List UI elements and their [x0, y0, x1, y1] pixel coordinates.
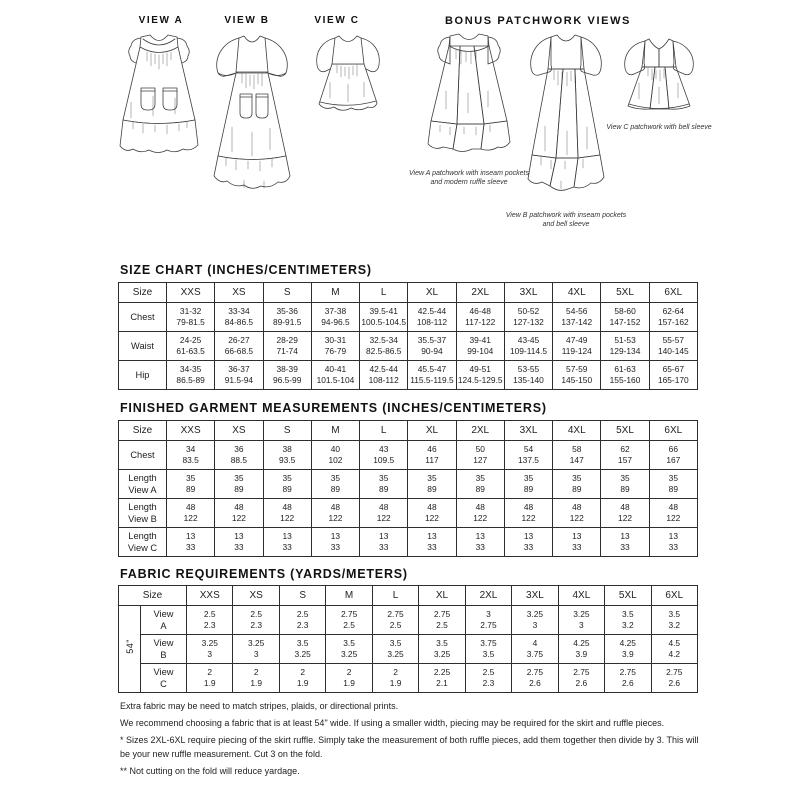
- column-header: S: [263, 421, 311, 441]
- patchwork-view-a-illustration: [424, 31, 514, 161]
- column-header: 6XL: [649, 283, 697, 303]
- measurement-cell: 13 33: [553, 528, 601, 557]
- measurement-cell: 46 117: [408, 441, 456, 470]
- measurement-cell: 55-57 140-145: [649, 332, 697, 361]
- measurement-cell: 13 33: [601, 528, 649, 557]
- column-header: 4XL: [558, 586, 604, 606]
- measurement-cell: 31-32 79-81.5: [167, 303, 215, 332]
- measurement-cell: 3.25 3: [512, 606, 558, 635]
- measurement-cell: 2.75 2.6: [651, 664, 697, 693]
- column-header: 5XL: [601, 421, 649, 441]
- view-c-label: VIEW C: [314, 15, 360, 26]
- bodice: [236, 36, 268, 72]
- measurement-cell: 13 33: [167, 528, 215, 557]
- row-label: Hip: [119, 361, 167, 390]
- measurement-cell: 2 1.9: [233, 664, 279, 693]
- column-header: 4XL: [553, 421, 601, 441]
- hem-ruffle-segment: [481, 121, 510, 150]
- row-label: Length View B: [119, 499, 167, 528]
- measurement-cell: 37-38 94-96.5: [311, 303, 359, 332]
- measurement-cell: 33-34 84-86.5: [215, 303, 263, 332]
- column-header: XL: [419, 586, 465, 606]
- measurement-cell: 3.5 3.25: [326, 635, 372, 664]
- row-label: View A: [141, 606, 187, 635]
- finished-garment-title: FINISHED GARMENT MEASUREMENTS (INCHES/CENTIMETERS): [120, 401, 547, 415]
- column-header: 3XL: [504, 421, 552, 441]
- measurement-cell: 3.5 3.2: [651, 606, 697, 635]
- row-label: View B: [141, 635, 187, 664]
- hem-ruffle-segment: [453, 124, 484, 152]
- column-header: XXS: [167, 421, 215, 441]
- column-header: 4XL: [553, 283, 601, 303]
- column-header: 2XL: [465, 586, 511, 606]
- measurement-cell: 35 89: [263, 470, 311, 499]
- measurement-cell: 3.5 3.25: [372, 635, 418, 664]
- puff-sleeve: [265, 38, 287, 76]
- neckband: [140, 35, 178, 53]
- column-header: L: [360, 283, 408, 303]
- column-header: XXS: [167, 283, 215, 303]
- skirt-panel: [665, 67, 690, 109]
- column-header: XXS: [187, 586, 233, 606]
- measurement-cell: 3.5 3.25: [279, 635, 325, 664]
- row-label: Length View A: [119, 470, 167, 499]
- note-ruffle-piecing: * Sizes 2XL-6XL require piecing of the skirt ruffle. Simply take the measurement of both ruffle pieces, add them together then divide by 3. This will be your new ruffle measurement. Cut 3 on the fold.: [120, 735, 699, 759]
- measurement-cell: 57-59 145-150: [553, 361, 601, 390]
- column-header: L: [372, 586, 418, 606]
- measurement-cell: 2.75 2.5: [419, 606, 465, 635]
- measurement-cell: 2 1.9: [187, 664, 233, 693]
- measurement-cell: 35 89: [167, 470, 215, 499]
- measurement-cell: 48 122: [408, 499, 456, 528]
- row-label: Waist: [119, 332, 167, 361]
- view-b-illustration: [206, 32, 298, 194]
- pocket: [240, 94, 252, 118]
- measurement-cell: 38 93.5: [263, 441, 311, 470]
- measurement-cell: 48 122: [649, 499, 697, 528]
- column-header: M: [326, 586, 372, 606]
- measurement-cell: 62 157: [601, 441, 649, 470]
- measurement-cell: 2 1.9: [279, 664, 325, 693]
- fabric-requirements-table: [118, 585, 698, 693]
- fabric-requirements-title: FABRIC REQUIREMENTS (YARDS/METERS): [120, 567, 408, 581]
- view-b-label: VIEW B: [224, 15, 270, 26]
- finished-garment-table: [118, 420, 698, 557]
- size-chart-table: [118, 282, 698, 390]
- skirt-panel: [650, 67, 669, 109]
- measurement-cell: 35 89: [408, 470, 456, 499]
- measurement-cell: 45.5-47 115.5-119.5: [408, 361, 456, 390]
- column-header: M: [311, 283, 359, 303]
- measurement-cell: 58 147: [553, 441, 601, 470]
- measurement-cell: 2.5 2.3: [187, 606, 233, 635]
- measurement-cell: 50 127: [456, 441, 504, 470]
- measurement-cell: 48 122: [311, 499, 359, 528]
- hem-ruffle-segment: [574, 155, 604, 188]
- patchwork-a-caption: View A patchwork with inseam pockets and modern ruffle sleeve: [409, 170, 529, 186]
- size-chart-title: SIZE CHART (INCHES/CENTIMETERS): [120, 263, 372, 277]
- measurement-cell: 2 1.9: [326, 664, 372, 693]
- hem-ruffle: [120, 120, 198, 153]
- measurement-cell: 42.5-44 108-112: [408, 303, 456, 332]
- measurement-cell: 35 89: [649, 470, 697, 499]
- bodice: [332, 36, 364, 64]
- column-header: 3XL: [504, 283, 552, 303]
- measurement-cell: 35 89: [504, 470, 552, 499]
- column-header: XS: [233, 586, 279, 606]
- measurement-cell: 35 89: [456, 470, 504, 499]
- skirt-panel: [532, 69, 563, 158]
- measurement-cell: 38-39 96.5-99: [263, 361, 311, 390]
- measurement-cell: 35 89: [360, 470, 408, 499]
- measurement-cell: 48 122: [601, 499, 649, 528]
- footer-notes: [120, 700, 708, 782]
- measurement-cell: 2 1.9: [372, 664, 418, 693]
- measurement-cell: 42.5-44 108-112: [360, 361, 408, 390]
- measurement-cell: 58-60 147-152: [601, 303, 649, 332]
- measurement-cell: 48 122: [360, 499, 408, 528]
- row-label: View C: [141, 664, 187, 693]
- column-header: 2XL: [456, 283, 504, 303]
- measurement-cell: 3.5 3.25: [419, 635, 465, 664]
- measurement-cell: 65-67 165-170: [649, 361, 697, 390]
- measurement-cell: 54-56 137-142: [553, 303, 601, 332]
- measurement-cell: 24-25 61-63.5: [167, 332, 215, 361]
- row-label: Chest: [119, 441, 167, 470]
- column-header: M: [311, 421, 359, 441]
- measurement-cell: 2.75 2.6: [605, 664, 651, 693]
- measurement-cell: 13 33: [456, 528, 504, 557]
- measurement-cell: 48 122: [456, 499, 504, 528]
- measurement-cell: 3.5 3.2: [605, 606, 651, 635]
- note-fold-yardage: ** Not cutting on the fold will reduce yardage.: [120, 765, 300, 776]
- note-fabric-width: We recommend choosing a fabric that is at least 54" wide. If using a smaller width, piecing may be required for the skirt and ruffle pieces.: [120, 718, 665, 728]
- column-header: 5XL: [601, 283, 649, 303]
- measurement-cell: 35-36 89-91.5: [263, 303, 311, 332]
- measurement-cell: 13 33: [311, 528, 359, 557]
- neckband: [449, 34, 489, 52]
- measurement-cell: 43-45 109-114.5: [504, 332, 552, 361]
- measurement-cell: 46-48 117-122: [456, 303, 504, 332]
- measurement-cell: 48 122: [215, 499, 263, 528]
- column-header: XL: [408, 421, 456, 441]
- measurement-cell: 2.25 2.1: [419, 664, 465, 693]
- column-header: 5XL: [605, 586, 651, 606]
- column-header: XL: [408, 283, 456, 303]
- measurement-cell: 35 89: [553, 470, 601, 499]
- column-header: S: [263, 283, 311, 303]
- puff-sleeve: [580, 37, 601, 75]
- measurement-cell: 40-41 101.5-104: [311, 361, 359, 390]
- measurement-cell: 35 89: [215, 470, 263, 499]
- measurement-cell: 48 122: [263, 499, 311, 528]
- measurement-cell: 47-49 119-124: [553, 332, 601, 361]
- patchwork-c-caption: View C patchwork with bell sleeve: [606, 124, 712, 131]
- measurement-cell: 13 33: [649, 528, 697, 557]
- measurement-cell: 2.5 2.3: [465, 664, 511, 693]
- measurement-cell: 3.25 3: [187, 635, 233, 664]
- measurement-cell: 49-51 124.5-129.5: [456, 361, 504, 390]
- fabric-width-label: 54": [119, 606, 141, 693]
- measurement-cell: 34-35 86.5-89: [167, 361, 215, 390]
- skirt-panel: [431, 46, 460, 124]
- measurement-cell: 26-27 66-68.5: [215, 332, 263, 361]
- measurement-cell: 35.5-37 90-94: [408, 332, 456, 361]
- measurement-cell: 66 167: [649, 441, 697, 470]
- measurement-cell: 36 88.5: [215, 441, 263, 470]
- measurement-cell: 4.25 3.9: [558, 635, 604, 664]
- measurement-cell: 50-52 127-132: [504, 303, 552, 332]
- column-header-size: Size: [119, 586, 187, 606]
- measurement-cell: 4 3.75: [512, 635, 558, 664]
- measurement-cell: 39.5-41 100.5-104.5: [360, 303, 408, 332]
- measurement-cell: 2.5 2.3: [233, 606, 279, 635]
- measurement-cell: 35 89: [311, 470, 359, 499]
- view-a-label: VIEW A: [138, 15, 184, 26]
- column-header: XS: [215, 421, 263, 441]
- puff-sleeve: [531, 37, 552, 75]
- measurement-cell: 4.25 3.9: [605, 635, 651, 664]
- measurement-cell: 36-37 91.5-94: [215, 361, 263, 390]
- bodice: [548, 35, 584, 69]
- puff-sleeve: [673, 41, 693, 75]
- measurement-cell: 13 33: [408, 528, 456, 557]
- measurement-cell: 2.75 2.6: [558, 664, 604, 693]
- measurement-cell: 4.5 4.2: [651, 635, 697, 664]
- column-header: 3XL: [512, 586, 558, 606]
- measurement-cell: 40 102: [311, 441, 359, 470]
- measurement-cell: 61-63 155-160: [601, 361, 649, 390]
- measurement-cell: 48 122: [167, 499, 215, 528]
- hem-ruffle: [214, 156, 290, 188]
- pocket: [256, 94, 268, 118]
- puff-sleeve: [217, 38, 239, 76]
- column-header: XS: [215, 283, 263, 303]
- measurement-cell: 34 83.5: [167, 441, 215, 470]
- row-label: Length View C: [119, 528, 167, 557]
- measurement-cell: 28-29 71-74: [263, 332, 311, 361]
- measurement-cell: 48 122: [504, 499, 552, 528]
- skirt-panel: [575, 69, 600, 158]
- column-header: 6XL: [649, 421, 697, 441]
- measurement-cell: 2.75 2.5: [372, 606, 418, 635]
- note-extra-fabric: Extra fabric may be need to match stripes, plaids, or directional prints.: [120, 701, 399, 711]
- measurement-cell: 62-64 157-162: [649, 303, 697, 332]
- measurement-cell: 32.5-34 82.5-86.5: [360, 332, 408, 361]
- column-header: 6XL: [651, 586, 697, 606]
- measurement-cell: 54 137.5: [504, 441, 552, 470]
- hem-ruffle-segment: [428, 121, 457, 149]
- view-a-illustration: [117, 32, 201, 156]
- column-header: 2XL: [456, 421, 504, 441]
- measurement-cell: 30-31 76-79: [311, 332, 359, 361]
- measurement-cell: 13 33: [360, 528, 408, 557]
- measurement-cell: 51-53 129-134: [601, 332, 649, 361]
- measurement-cell: 13 33: [504, 528, 552, 557]
- measurement-cell: 3.25 3: [233, 635, 279, 664]
- measurement-cell: 2.75 2.6: [512, 664, 558, 693]
- measurement-cell: 3.75 3.5: [465, 635, 511, 664]
- patchwork-view-c-illustration: [612, 35, 706, 117]
- skirt-panel: [474, 46, 507, 124]
- measurement-cell: 2.75 2.5: [326, 606, 372, 635]
- measurement-cell: 13 33: [263, 528, 311, 557]
- measurement-cell: 13 33: [215, 528, 263, 557]
- column-header-size: Size: [119, 421, 167, 441]
- patchwork-b-caption: View B patchwork with inseam pockets and bell sleeve: [505, 212, 627, 228]
- measurement-cell: 3.25 3: [558, 606, 604, 635]
- column-header-size: Size: [119, 283, 167, 303]
- measurement-cell: 2.5 2.3: [279, 606, 325, 635]
- measurement-cell: 53-55 135-140: [504, 361, 552, 390]
- measurement-cell: 48 122: [553, 499, 601, 528]
- measurement-cell: 35 89: [601, 470, 649, 499]
- puff-sleeve: [625, 41, 645, 75]
- view-c-illustration: [306, 32, 390, 118]
- measurement-cell: 3 2.75: [465, 606, 511, 635]
- row-label: Chest: [119, 303, 167, 332]
- measurement-cell: 39-41 99-104: [456, 332, 504, 361]
- measurement-cell: 43 109.5: [360, 441, 408, 470]
- column-header: L: [360, 421, 408, 441]
- bonus-patchwork-title: BONUS PATCHWORK VIEWS: [445, 15, 631, 27]
- column-header: S: [279, 586, 325, 606]
